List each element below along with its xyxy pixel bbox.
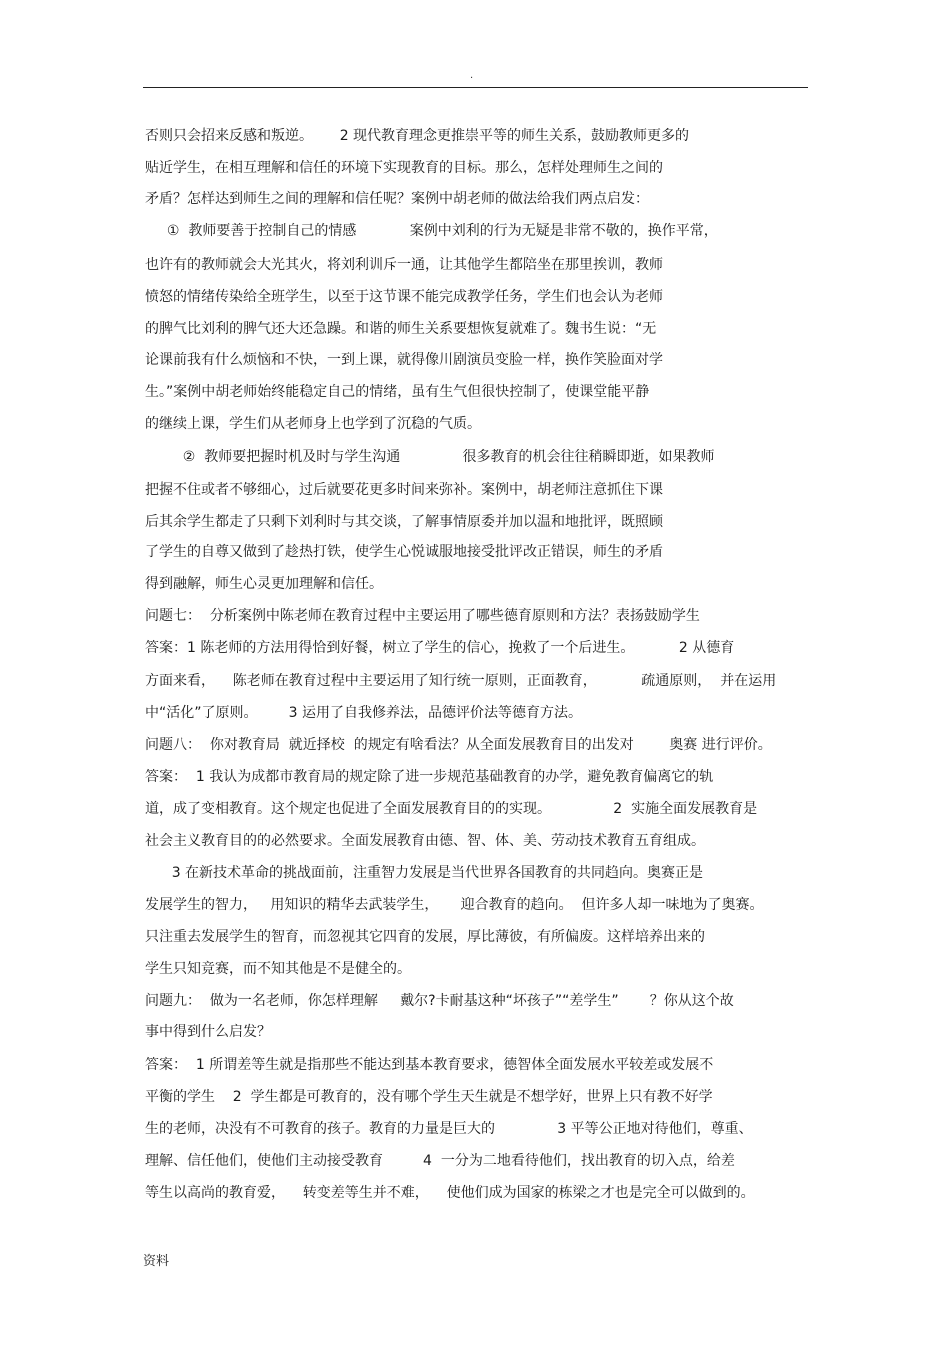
text-line: 答案： 1 所谓差等生就是指那些不能达到基本教育要求，德智体全面发展水平较差或发展不 <box>145 1057 714 1073</box>
text-line: 中“活化”了原则。 3 运用了自我修养法，品德评价法等德育方法。 <box>145 705 583 721</box>
text-line: 的继续上课，学生们从老师身上也学到了沉稳的气质。 <box>145 416 481 432</box>
text-line: 答案： 1 我认为成都市教育局的规定除了进一步规范基础教育的办学，避免教育偏离它的轨 <box>145 769 714 785</box>
text-line: 道，成了变相教育。这个规定也促进了全面发展教育目的的实现。 2 实施全面发展教育是 <box>145 801 758 817</box>
text-line: 把握不住或者不够细心，过后就要花更多时间来弥补。案例中，胡老师注意抓住下课 <box>145 482 663 498</box>
text-line: 只注重去发展学生的智育，而忽视其它四育的发展，厚比薄彼，有所偏废。这样培养出来的 <box>145 929 705 945</box>
text-line: 愤怒的情绪传染给全班学生，以至于这节课不能完成教学任务，学生们也会认为老师 <box>145 289 663 305</box>
text-line: 问题九： 做为一名老师，你怎样理解 戴尔?卡耐基这种“坏孩子”“差学生” ？你从这个故 <box>145 993 734 1009</box>
text-line: 的脾气比刘利的脾气还大还急躁。和谐的师生关系要想恢复就难了。魏书生说：“无 <box>145 321 657 337</box>
text-line: 等生以高尚的教育爱， 转变差等生并不难， 使他们成为国家的栋梁之才也是完全可以做到的。 <box>145 1185 755 1201</box>
text-line: 矛盾？怎样达到师生之间的理解和信任呢？案例中胡老师的做法给我们两点启发： <box>145 191 649 207</box>
text-line: 3 在新技术革命的挑战面前，注重智力发展是当代世界各国教育的共同趋向。奥赛正是 <box>145 865 704 881</box>
text-line: 了学生的自尊又做到了趁热打铁，使学生心悦诚服地接受批评改正错误，师生的矛盾 <box>145 544 663 560</box>
text-line: 否则只会招来反感和叛逆。 2 现代教育理念更推崇平等的师生关系，鼓励教师更多的 <box>145 128 690 144</box>
text-line: 社会主义教育目的的必然要求。全面发展教育由德、智、体、美、劳动技术教育五育组成。 <box>145 833 705 849</box>
text-line: 后其余学生都走了只剩下刘利时与其交谈，了解事情原委并加以温和地批评，既照顾 <box>145 514 663 530</box>
text-line: 事中得到什么启发？ <box>145 1024 271 1040</box>
text-line: 平衡的学生 2 学生都是可教育的，没有哪个学生天生就是不想学好，世界上只有教不好学 <box>145 1089 713 1105</box>
text-line: 发展学生的智力， 用知识的精华去武装学生， 迎合教育的趋向。 但许多人却一味地为了奥赛。 <box>145 897 764 913</box>
text-line: 生的老师，决没有不可教育的孩子。教育的力量是巨大的 3 平等公正地对待他们，尊重、 <box>145 1121 753 1137</box>
header-mark: . <box>470 70 474 81</box>
text-line: 生。”案例中胡老师始终能稳定自己的情绪，虽有生气但很快控制了，使课堂能平静 <box>145 384 650 400</box>
text-line: 论课前我有什么烦恼和不快，一到上课，就得像川剧演员变脸一样，换作笑脸面对学 <box>145 352 663 368</box>
text-line: ② 教师要把握时机及时与学生沟通 很多教育的机会往往稍瞬即逝，如果教师 <box>165 449 715 465</box>
text-line: 问题八： 你对教育局 就近择校 的规定有啥看法？从全面发展教育目的出发对 奥赛 进行评价。 <box>145 737 772 753</box>
footer-label: 资料 <box>143 1254 170 1269</box>
header-rule <box>143 87 808 88</box>
text-line: 贴近学生，在相互理解和信任的环境下实现教育的目标。那么，怎样处理师生之间的 <box>145 160 663 176</box>
text-line: 学生只知竞赛，而不知其他是不是健全的。 <box>145 961 411 977</box>
text-line: 方面来看， 陈老师在教育过程中主要运用了知行统一原则，正面教育， 疏通原则， 并在运用 <box>145 673 777 689</box>
text-line: 理解、信任他们，使他们主动接受教育 4 一分为二地看待他们，找出教育的切入点，给差 <box>145 1153 735 1169</box>
text-line: 也许有的教师就会大光其火，将刘利训斥一通，让其他学生都陪坐在那里挨训，教师 <box>145 257 663 273</box>
text-line: 得到融解，师生心灵更加理解和信任。 <box>145 576 383 592</box>
text-line: 问题七： 分析案例中陈老师在教育过程中主要运用了哪些德育原则和方法？表扬鼓励学生 <box>145 608 700 624</box>
text-line: 答案：1 陈老师的方法用得恰到好餐，树立了学生的信心，挽救了一个后进生。 2 从德育 <box>145 640 735 656</box>
text-line: ① 教师要善于控制自己的情感 案例中刘利的行为无疑是非常不敬的，换作平常， <box>158 223 718 239</box>
